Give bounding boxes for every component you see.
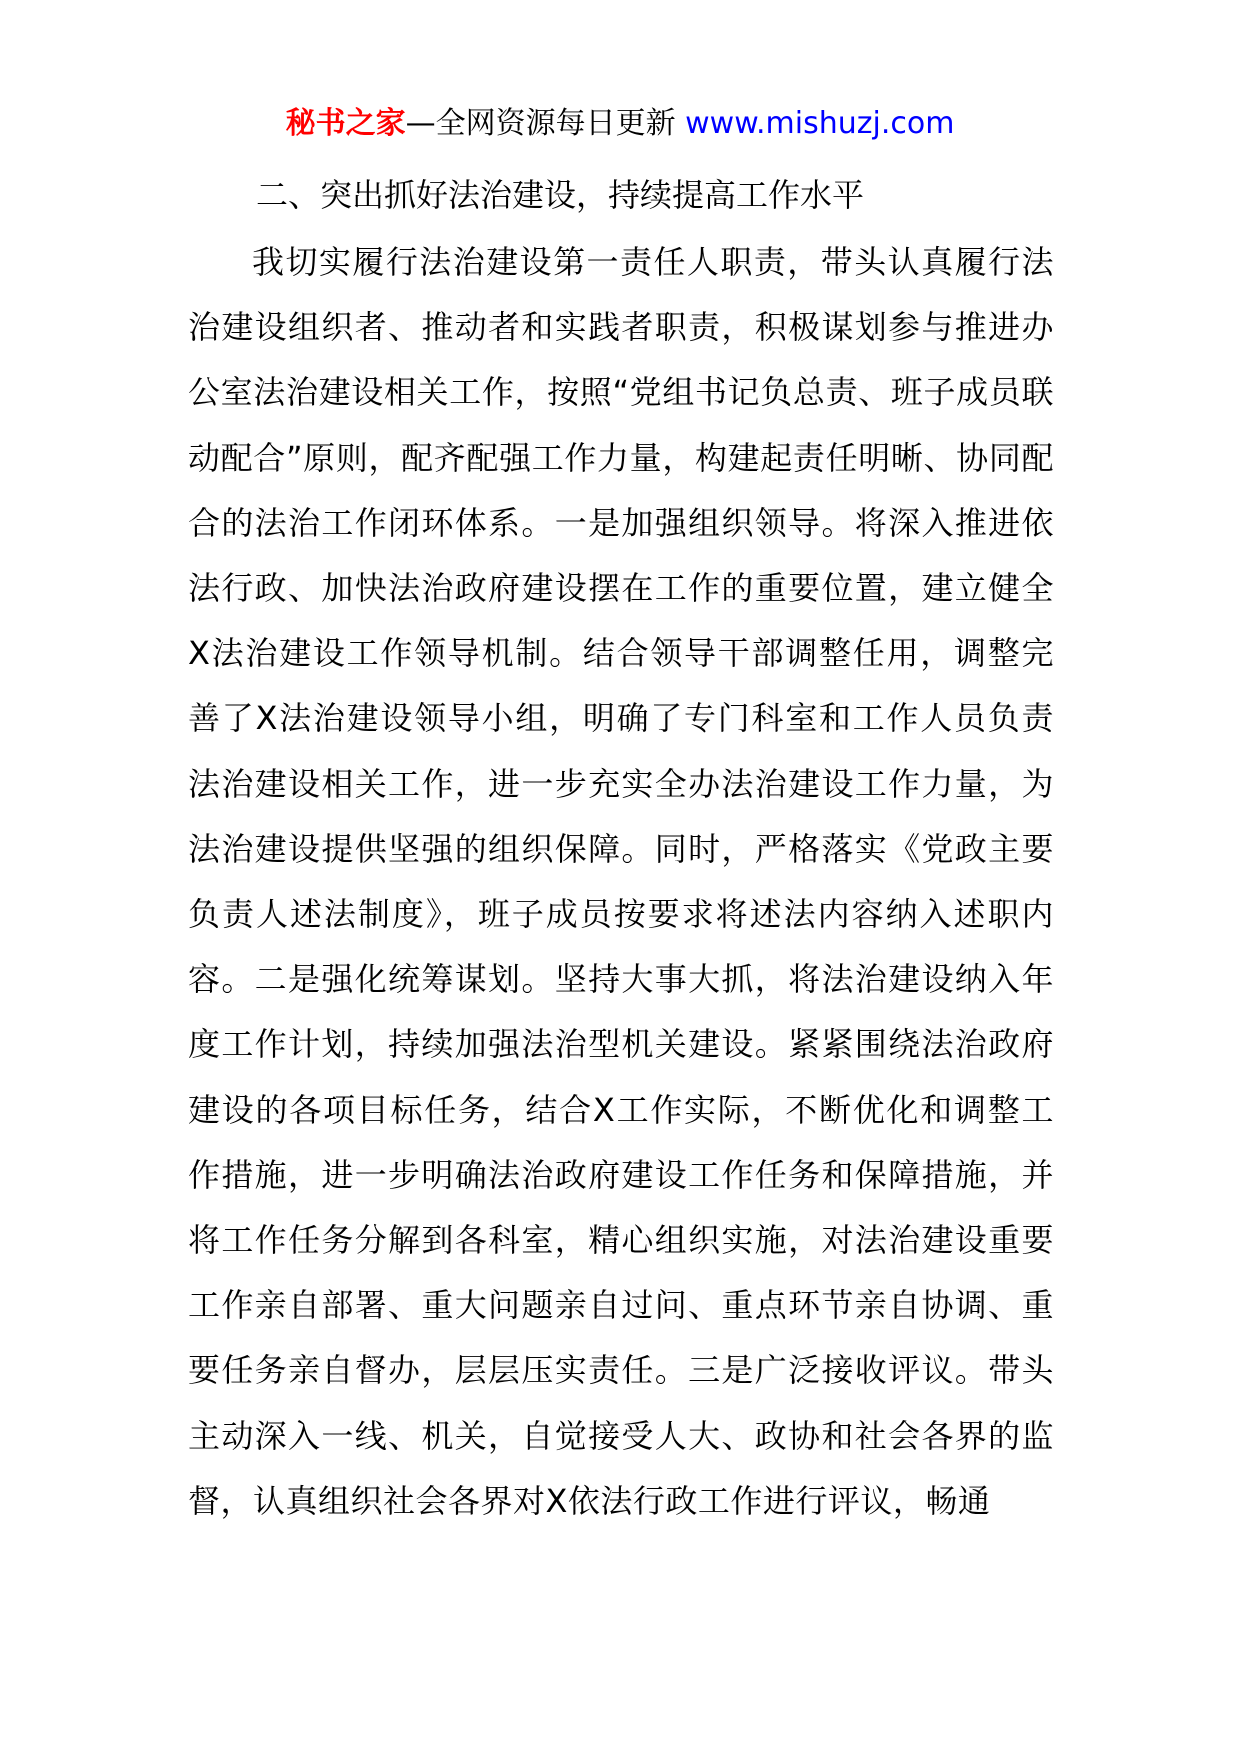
header-tagline: 全网资源每日更新 — [435, 106, 676, 141]
header-separator: — — [405, 106, 436, 141]
body-paragraph: 我切实履行法治建设第一责任人职责，带头认真履行法治建设组织者、推动者和实践者职责，积极谋划参与推进办公室法治建设相关工作，按照“党组书记负总责、班子成员联动配合”原则，配齐配强工作力量，构建起责任明晰、协同配合的法治工作闭环体系。一是加强组织领导。将深入推进依法行政、加快法治政府建设摆在工作的重要位置，建立健全X法治建设工作领导机制。结合领导干部调整任用，调整完善了X法治建设领导小组，明确了专门科室和工作人员负责法治建设相关工作，进一步充实全办法治建设工作力量，为法治建设提供坚强的组织保障。同时，严格落实《党政主要负责人述法制度》，班子成员按要求将述法内容纳入述职内容。二是强化统筹谋划。坚持大事大抓，将法治建设纳入年度工作计划，持续加强法治型机关建设。紧紧围绕法治政府建设的各项目标任务，结合X工作实际，不断优化和调整工作措施，进一步明确法治政府建设工作任务和保障措施，并将工作任务分解到各科室，精心组织实施，对法治建设重要工作亲自部署、重大问题亲自过问、重点环节亲自协调、重要任务亲自督办，层层压实责任。三是广泛接收评议。带头主动深入一线、机关，自觉接受人大、政协和社会各界的监督，认真组织社会各界对X依法行政工作进行评议，畅通 — [188, 243, 1054, 1520]
site-header — [0, 100, 1240, 148]
site-url-link[interactable]: www.mishuzj.com — [685, 106, 955, 141]
section-heading: 二、突出抓好法治建设，持续提高工作水平 — [256, 176, 865, 214]
document-body — [188, 164, 1054, 1534]
brand-name: 秘书之家 — [285, 106, 406, 141]
